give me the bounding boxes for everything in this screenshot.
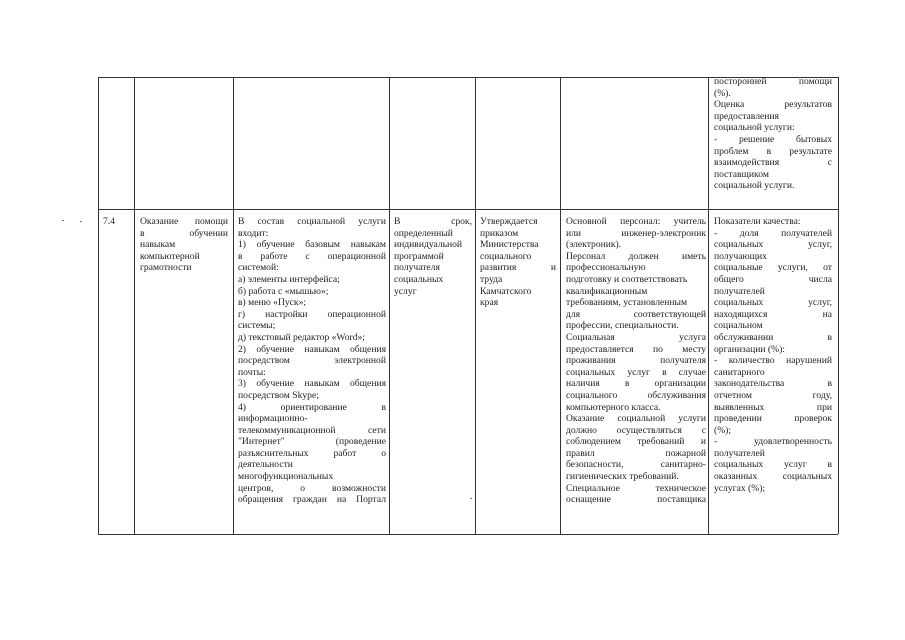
text-line: а) элементы интерфейса; [238,273,340,285]
text-line: социальные услуги, от [714,262,832,274]
text-line: или инженер-электроник [566,227,706,239]
text-line: телекоммуникационной сети [238,424,386,436]
text-line: оказанных социальных [714,471,832,483]
quality-indicators-cell [714,216,832,494]
text-line: в обучении [140,227,228,239]
text-line: - доля получателей [714,227,832,239]
text-line: получателей [714,285,765,297]
text-line: (%); [714,424,732,436]
scan-speck [80,221,82,222]
text-line: услуг [394,285,417,297]
text-line: предоставления [714,110,779,122]
service-content-cell [238,216,386,506]
service-name [140,216,228,274]
text-line: входит: [238,227,269,239]
text-line: получающих [714,250,767,262]
row-number-cell [103,216,131,228]
text-line: Оказание помощи [140,216,228,227]
text-line: компьютерной [140,250,200,262]
text-line: В срок, [394,216,472,227]
text-line: находящихся на [714,308,832,320]
text-line: Министерства [480,239,539,251]
service-name-cell [140,216,228,274]
text-line: программой [394,250,444,262]
text-line: - количество нарушений [714,355,832,367]
text-line: Камчатского [480,285,532,297]
text-line: услугах (%); [714,482,766,494]
text-line: отчетном году, [714,389,832,401]
text-line: края [480,297,499,309]
text-line: гигиенических требований. [566,471,679,483]
text-line: (электроник). [566,239,622,251]
text-line: социальном [714,320,763,332]
text-line: д) текстовый редактор «Word»; [238,331,365,343]
table-column-line [134,77,135,534]
text-line: проведении проверок [714,413,832,425]
text-line: информационно- [238,413,308,425]
table-column-line [98,77,99,534]
table-column-line [233,77,234,534]
text-line: для соответствующей [566,308,706,320]
text-line: Специальное техническое [566,482,706,494]
text-line: 4) ориентирование в [238,401,386,413]
row-number: 7.4 [103,216,115,227]
table-border-bottom [98,534,838,535]
text-line: посторонней помощи [714,76,832,87]
service-tariff-cell [480,216,556,309]
text-line: Утверждается [480,216,538,227]
text-line: безопасности, санитарно- [566,459,706,471]
table-column-line [560,77,561,534]
text-line: системой: [238,262,279,274]
text-line: г) настройки операционной [238,308,386,320]
service-conditions [566,216,706,506]
text-line: системы; [238,320,276,332]
text-line: Показатели качества: [714,216,801,227]
text-line: 3) обучение навыкам общения [238,378,386,390]
text-line: выявленных при [714,401,832,413]
text-line: труда [480,273,503,285]
text-line: б) работа с «мышью»; [238,285,329,297]
text-line: социальных [394,273,444,285]
text-line: взаимодействия с [714,157,832,169]
table-row-separator [98,209,838,210]
text-line: социального обслуживания [566,389,706,401]
scan-speck [62,220,64,221]
text-line: законодательства в [714,378,832,390]
text-line: получателя [394,262,440,274]
text-line: грамотности [140,262,192,274]
text-line: развития и [480,262,556,274]
text-line: правил пожарной [566,447,706,459]
text-line: должно осуществляться с [566,424,706,436]
text-line: 2) обучение навыкам общения [238,343,386,355]
text-line: индивидуальной [394,239,463,251]
text-line: определенный [394,227,453,239]
service-content [238,216,386,506]
table-column-line [838,77,839,534]
text-line: санитарного [714,366,765,378]
text-line: посредством Skype; [238,389,319,401]
text-line: социальных услуг в [714,459,832,471]
text-line: в) меню «Пуск»; [238,297,307,309]
text-line: проблем в результате [714,145,832,157]
text-line: почты: [238,366,266,378]
scan-speck [470,498,472,499]
top-row-indicators-text [714,76,832,192]
text-line: "Интернет" (проведение [238,436,386,448]
text-line: профессии, специальности. [566,320,679,332]
text-line: социальной услуги: [714,122,795,134]
table-column-line [708,77,709,534]
text-line: получателей [714,447,765,459]
table-column-line [389,77,390,534]
text-line: Социальная услуга [566,331,706,343]
text-line: навыкам [140,239,176,251]
text-line: социальной услуги. [714,180,795,192]
text-line: социальных услуг, [714,239,832,251]
text-line: компьютерного класса. [566,401,661,413]
top-row-indicators-cell [714,76,832,192]
text-line: проживания получателя [566,355,706,367]
text-line: социального [480,250,532,262]
text-line: социальных услуг, [714,297,832,309]
service-term-cell [394,216,472,297]
table-column-line [475,77,476,534]
text-line: многофункциональных [238,471,334,483]
text-line: организации (%): [714,343,785,355]
text-line: Оказание социальной услуги [566,413,706,425]
text-line: оснащение поставщика [566,494,706,506]
text-line: соблюдением требований и [566,436,706,448]
service-conditions-cell [566,216,706,506]
text-line: Персонал должен иметь [566,250,706,262]
text-line: предоставляется по месту [566,343,706,355]
text-line: подготовку и соответствовать [566,273,688,285]
text-line: Основной персонал: учитель [566,216,706,227]
text-line: профессиональную [566,262,646,274]
text-line: центров, о возможности [238,482,386,494]
text-line: разъяснительных работ о [238,447,386,459]
text-line: - удовлетворенность [714,436,832,448]
text-line: социальных услуг в случае [566,366,706,378]
text-line: поставщиком [714,168,769,180]
text-line: квалификационным [566,285,648,297]
text-line: (%). [714,87,731,99]
text-line: требованиям, установленным [566,297,688,309]
text-line: обращения граждан на Портал [238,494,386,506]
text-line: общего числа [714,273,832,285]
text-line: в работе с операционной [238,250,386,262]
service-tariff [480,216,556,309]
text-line: наличия в организации [566,378,706,390]
text-line: деятельности [238,459,293,471]
text-line: приказом [480,227,519,239]
text-line: обслуживании в [714,331,832,343]
text-line: посредством электронной [238,355,386,367]
text-line: - решение бытовых [714,133,832,145]
text-line: 1) обучение базовым навыкам [238,239,386,251]
quality-indicators [714,216,832,494]
text-line: Оценка результатов [714,99,832,111]
service-term [394,216,472,297]
text-line: В состав социальной услуги [238,216,386,227]
